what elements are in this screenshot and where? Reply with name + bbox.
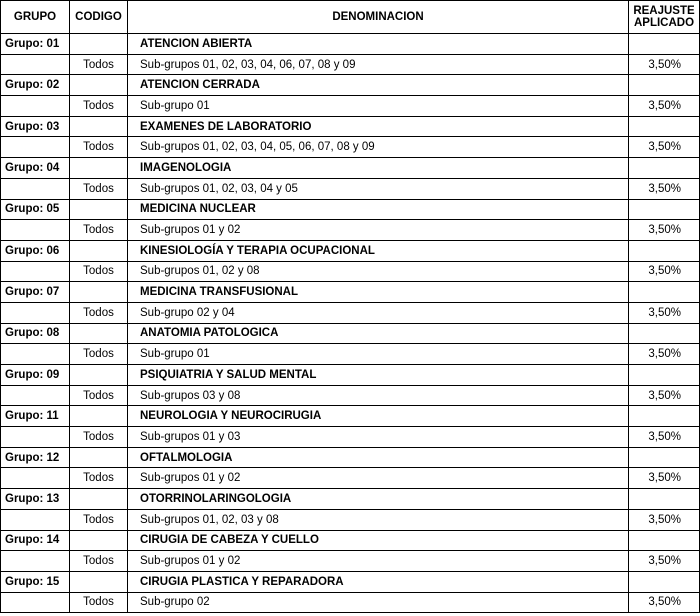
grupo-cell [1, 509, 70, 530]
grupo-cell: Grupo: 01 [1, 34, 70, 55]
grupo-cell: Grupo: 11 [1, 406, 70, 427]
denominacion-cell: CIRUGIA PLASTICA Y REPARADORA [128, 571, 629, 592]
grupo-cell [1, 54, 70, 75]
header-reajuste-line1: REAJUSTE [633, 5, 695, 17]
reajuste-cell [629, 323, 700, 344]
codigo-cell: Todos [70, 137, 128, 158]
denominacion-cell: Sub-grupo 01 [128, 344, 629, 365]
denominacion-cell: OFTALMOLOGIA [128, 447, 629, 468]
grupo-cell: Grupo: 06 [1, 240, 70, 261]
reajuste-cell: 3,50% [629, 509, 700, 530]
codigo-cell: Todos [70, 427, 128, 448]
grupo-cell [1, 468, 70, 489]
group-row [1, 282, 700, 303]
denominacion-cell: EXAMENES DE LABORATORIO [128, 116, 629, 137]
subgroup-row [1, 137, 700, 158]
header-denominacion: DENOMINACION [128, 1, 629, 34]
grupo-cell: Grupo: 15 [1, 571, 70, 592]
denominacion-cell: Sub-grupos 01, 02, 03 y 08 [128, 509, 629, 530]
reajuste-cell [629, 282, 700, 303]
reajuste-cell [629, 406, 700, 427]
codigo-cell [70, 323, 128, 344]
denominacion-cell: PSIQUIATRIA Y SALUD MENTAL [128, 365, 629, 386]
denominacion-cell: Sub-grupo 02 y 04 [128, 302, 629, 323]
group-row [1, 489, 700, 510]
grupo-cell [1, 344, 70, 365]
grupo-cell: Grupo: 03 [1, 116, 70, 137]
group-row [1, 571, 700, 592]
codigo-cell: Todos [70, 302, 128, 323]
header-reajuste-line2: APLICADO [633, 17, 695, 29]
denominacion-cell: Sub-grupos 01, 02, 03, 04, 06, 07, 08 y 09 [128, 54, 629, 75]
reajuste-cell: 3,50% [629, 468, 700, 489]
subgroup-row [1, 592, 700, 613]
grupo-cell [1, 220, 70, 241]
codigo-cell [70, 75, 128, 96]
reajuste-cell: 3,50% [629, 427, 700, 448]
table-header [1, 1, 700, 34]
denominacion-cell: Sub-grupos 01 y 02 [128, 220, 629, 241]
codigo-cell [70, 240, 128, 261]
grupo-cell: Grupo: 07 [1, 282, 70, 303]
group-row [1, 406, 700, 427]
grupo-cell: Grupo: 09 [1, 365, 70, 386]
reajuste-cell: 3,50% [629, 261, 700, 282]
subgroup-row [1, 96, 700, 117]
group-row [1, 116, 700, 137]
denominacion-cell: MEDICINA TRANSFUSIONAL [128, 282, 629, 303]
group-row [1, 75, 700, 96]
group-row [1, 158, 700, 179]
denominacion-cell: IMAGENOLOGIA [128, 158, 629, 179]
denominacion-cell: Sub-grupos 01 y 03 [128, 427, 629, 448]
codigo-cell [70, 158, 128, 179]
group-row [1, 34, 700, 55]
denominacion-cell: Sub-grupo 01 [128, 96, 629, 117]
denominacion-cell: Sub-grupos 01 y 02 [128, 551, 629, 572]
denominacion-cell: Sub-grupos 01, 02 y 08 [128, 261, 629, 282]
grupo-cell: Grupo: 04 [1, 158, 70, 179]
denominacion-cell: NEUROLOGIA Y NEUROCIRUGIA [128, 406, 629, 427]
grupo-cell [1, 551, 70, 572]
group-row [1, 530, 700, 551]
denominacion-cell: MEDICINA NUCLEAR [128, 199, 629, 220]
codigo-cell [70, 447, 128, 468]
reajuste-cell: 3,50% [629, 220, 700, 241]
codigo-cell [70, 199, 128, 220]
codigo-cell: Todos [70, 261, 128, 282]
subgroup-row [1, 509, 700, 530]
reajuste-cell [629, 116, 700, 137]
subgroup-row [1, 385, 700, 406]
reajuste-cell: 3,50% [629, 54, 700, 75]
codigo-cell: Todos [70, 220, 128, 241]
codigo-cell [70, 530, 128, 551]
grupo-cell [1, 385, 70, 406]
reajuste-cell: 3,50% [629, 96, 700, 117]
denominacion-cell: Sub-grupos 03 y 08 [128, 385, 629, 406]
reajuste-cell: 3,50% [629, 385, 700, 406]
grupo-cell: Grupo: 14 [1, 530, 70, 551]
group-row [1, 447, 700, 468]
codigo-cell [70, 365, 128, 386]
grupo-cell [1, 302, 70, 323]
subgroup-row [1, 302, 700, 323]
codigo-cell [70, 489, 128, 510]
header-codigo: CODIGO [70, 1, 128, 34]
reajuste-cell [629, 158, 700, 179]
codigo-cell: Todos [70, 54, 128, 75]
reajuste-cell: 3,50% [629, 137, 700, 158]
codigo-cell [70, 571, 128, 592]
denominacion-cell: CIRUGIA DE CABEZA Y CUELLO [128, 530, 629, 551]
reajuste-cell: 3,50% [629, 302, 700, 323]
group-row [1, 323, 700, 344]
grupo-cell: Grupo: 02 [1, 75, 70, 96]
grupo-cell [1, 427, 70, 448]
grupo-cell: Grupo: 05 [1, 199, 70, 220]
codigo-cell: Todos [70, 344, 128, 365]
reajuste-cell: 3,50% [629, 551, 700, 572]
grupo-cell: Grupo: 12 [1, 447, 70, 468]
subgroup-row [1, 54, 700, 75]
denominacion-cell: ANATOMIA PATOLOGICA [128, 323, 629, 344]
grupo-cell [1, 261, 70, 282]
denominacion-cell: Sub-grupo 02 [128, 592, 629, 613]
subgroup-row [1, 551, 700, 572]
group-row [1, 199, 700, 220]
denominacion-cell: KINESIOLOGÍA Y TERAPIA OCUPACIONAL [128, 240, 629, 261]
reajuste-cell [629, 75, 700, 96]
subgroup-row [1, 468, 700, 489]
subgroup-row [1, 261, 700, 282]
header-row [1, 1, 700, 34]
reajuste-cell: 3,50% [629, 344, 700, 365]
subgroup-row [1, 220, 700, 241]
reajuste-cell [629, 240, 700, 261]
grupo-cell [1, 178, 70, 199]
reajuste-cell: 3,50% [629, 178, 700, 199]
table-body [1, 34, 700, 613]
group-row [1, 365, 700, 386]
header-grupo: GRUPO [1, 1, 70, 34]
codigo-cell: Todos [70, 592, 128, 613]
grupo-cell: Grupo: 13 [1, 489, 70, 510]
subgroup-row [1, 344, 700, 365]
header-reajuste [629, 1, 700, 34]
reajuste-cell [629, 489, 700, 510]
denominacion-cell: ATENCION ABIERTA [128, 34, 629, 55]
denominacion-cell: Sub-grupos 01 y 02 [128, 468, 629, 489]
grupo-cell [1, 96, 70, 117]
denominacion-cell: Sub-grupos 01, 02, 03, 04 y 05 [128, 178, 629, 199]
codigo-cell: Todos [70, 96, 128, 117]
subgroup-row [1, 178, 700, 199]
denominacion-cell: OTORRINOLARINGOLOGIA [128, 489, 629, 510]
codigo-cell [70, 406, 128, 427]
codigo-cell [70, 34, 128, 55]
codigo-cell [70, 116, 128, 137]
codigo-cell: Todos [70, 509, 128, 530]
subgroup-row [1, 427, 700, 448]
reajuste-cell [629, 530, 700, 551]
reajuste-cell [629, 34, 700, 55]
codigo-cell: Todos [70, 385, 128, 406]
grupo-cell: Grupo: 08 [1, 323, 70, 344]
denominacion-cell: ATENCION CERRADA [128, 75, 629, 96]
denominacion-cell: Sub-grupos 01, 02, 03, 04, 05, 06, 07, 08 y 09 [128, 137, 629, 158]
grupo-cell [1, 592, 70, 613]
reajuste-cell [629, 365, 700, 386]
grupo-cell [1, 137, 70, 158]
reajuste-cell [629, 571, 700, 592]
codigo-cell: Todos [70, 178, 128, 199]
codigo-cell: Todos [70, 468, 128, 489]
group-row [1, 240, 700, 261]
codigo-cell [70, 282, 128, 303]
reajuste-cell [629, 447, 700, 468]
reajuste-cell [629, 199, 700, 220]
codigo-cell: Todos [70, 551, 128, 572]
reajuste-cell: 3,50% [629, 592, 700, 613]
